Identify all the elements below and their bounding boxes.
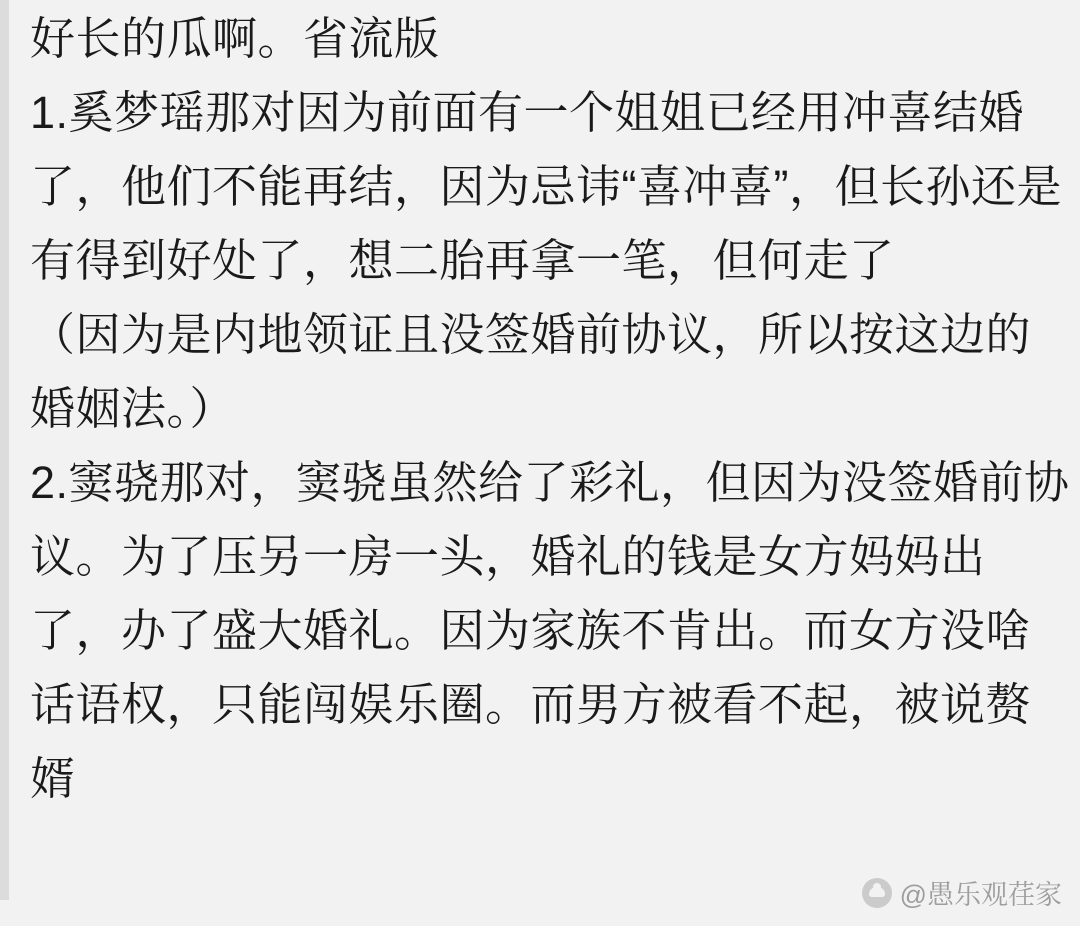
watermark-handle: @愚乐观荏家 xyxy=(899,880,1062,910)
paragraph-3: （因为是内地领证且没签婚前协议，所以按这边的婚姻法。） xyxy=(30,309,1032,434)
paragraph-2: 1.奚梦瑶那对因为前面有一个姐姐已经用冲喜结婚了，他们不能再结，因为忌讳“喜冲喜”，但长孙还是有得到好处了，想二胎再拿一笔，但何走了 xyxy=(30,87,1062,286)
watermark xyxy=(862,873,1062,912)
user-avatar-icon xyxy=(862,878,892,908)
paragraph-1: 好长的瓜啊。省流版 xyxy=(30,13,440,64)
left-margin-rule xyxy=(0,0,9,926)
document-text xyxy=(30,2,1070,816)
paragraph-4: 2.窦骁那对，窦骁虽然给了彩礼，但因为没签婚前协议。为了压另一房一头，婚礼的钱是女方妈妈出了，办了盛大婚礼。因为家族不肯出。而女方没啥话语权，只能闯娱乐圈。而男方被看不起，被说赘婿 xyxy=(30,457,1070,804)
